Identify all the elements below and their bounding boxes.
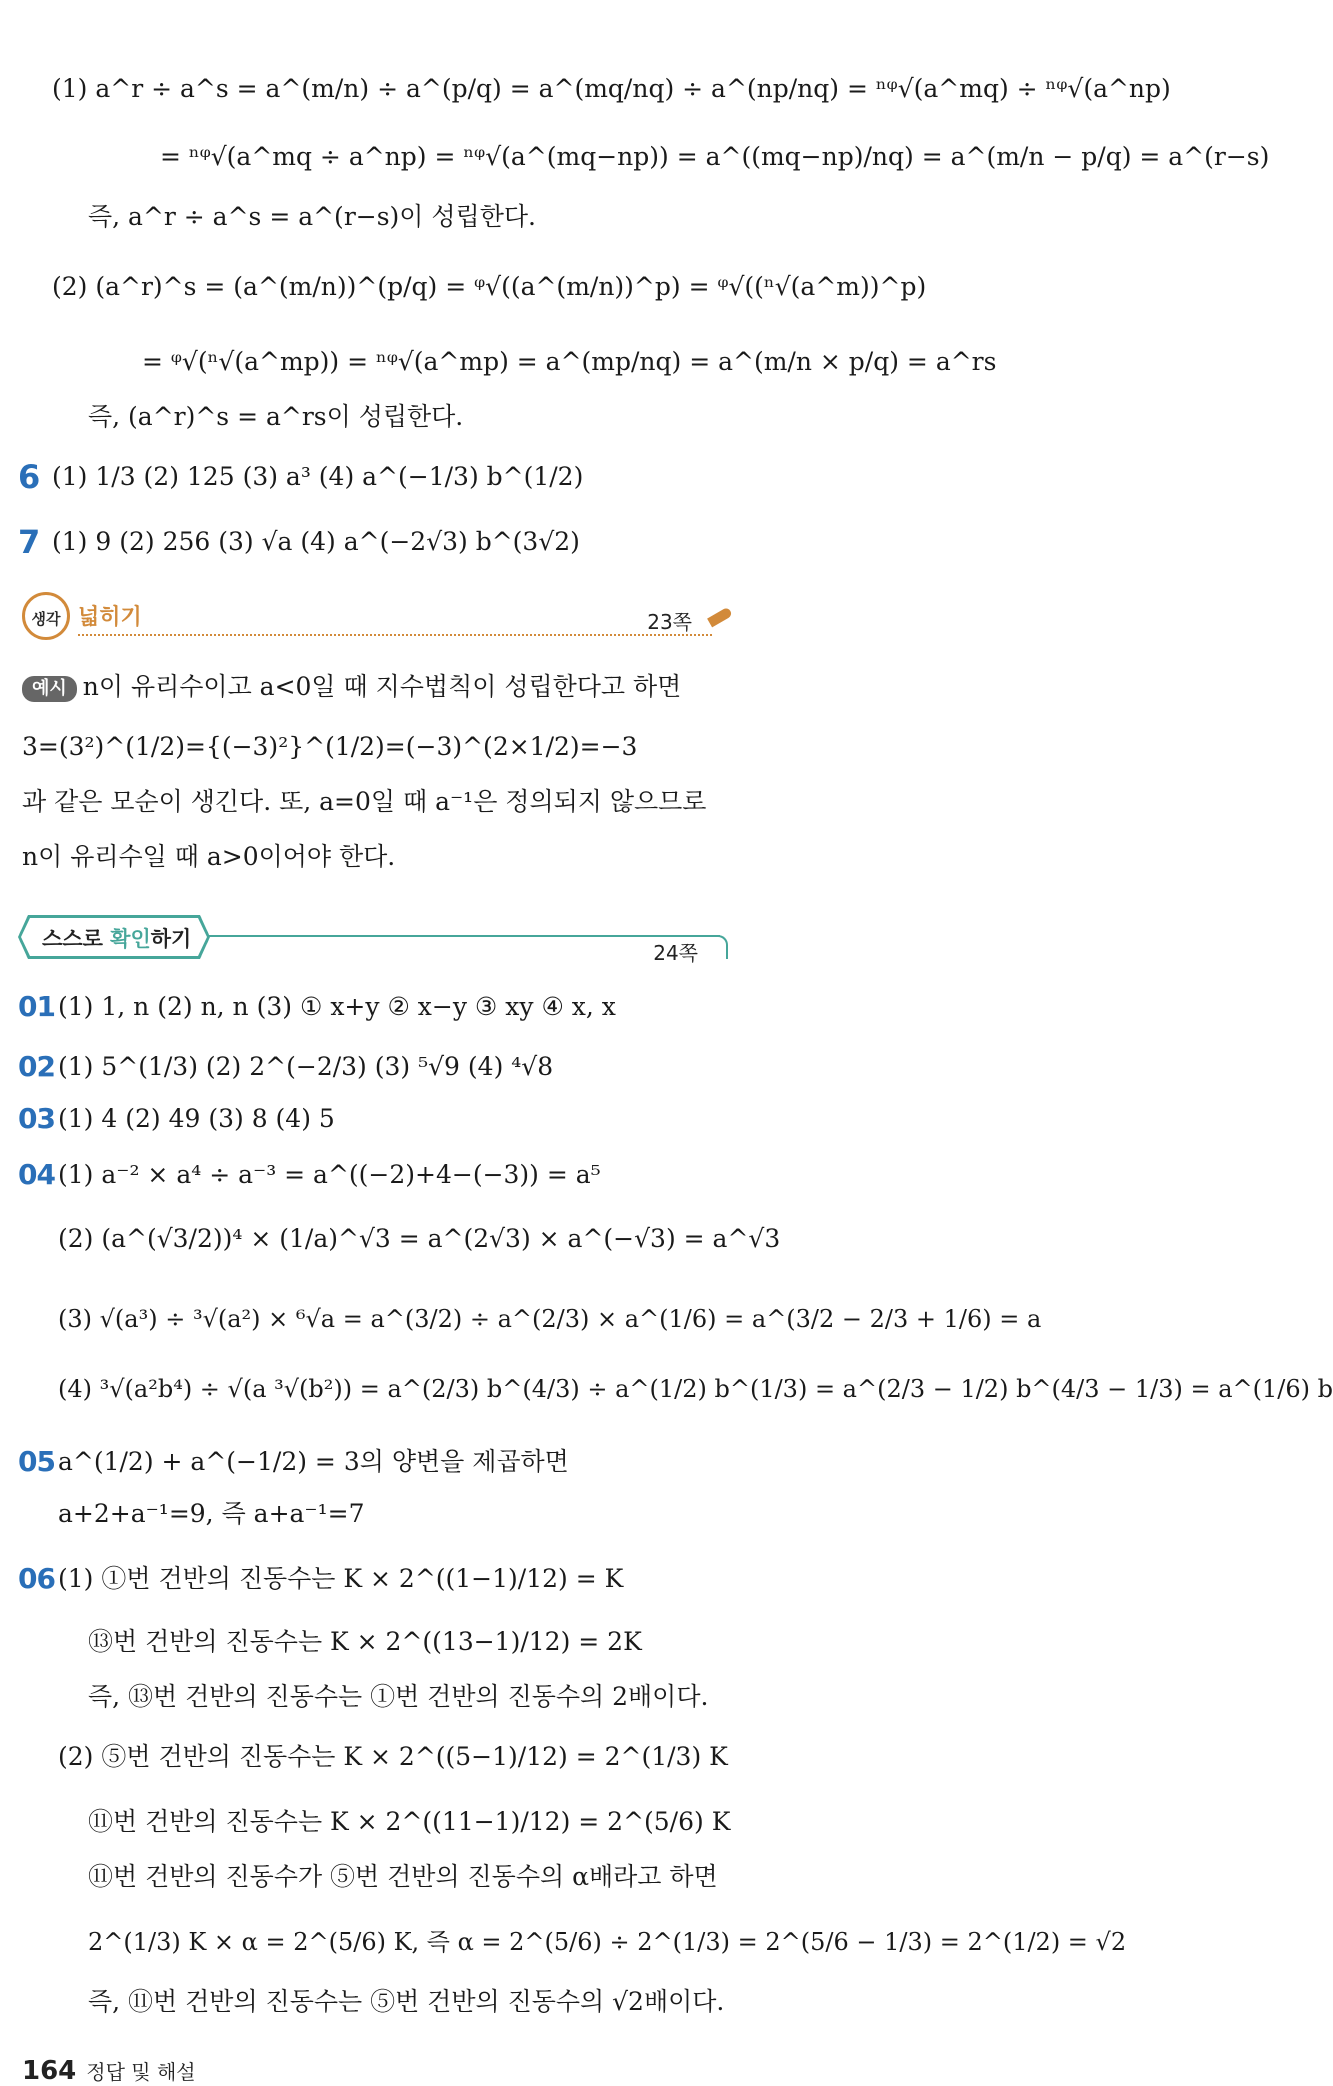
proof-line-6: 즉, (a^r)^s = a^rs이 성립한다. xyxy=(88,402,464,431)
dotted-divider xyxy=(78,634,712,636)
answer-06-1: (1) ①번 건반의 진동수는 K × 2^((1−1)/12) = K xyxy=(58,1564,624,1593)
answer-06-5: ⑪번 건반의 진동수는 K × 2^((11−1)/12) = 2^(5/6) K xyxy=(88,1807,731,1836)
question-number-7: 7 xyxy=(18,523,41,561)
question-number-04: 04 xyxy=(18,1158,55,1191)
question-number-02: 02 xyxy=(18,1050,55,1083)
example-line-3: 과 같은 모순이 생긴다. 또, a=0일 때 a⁻¹은 정의되지 않으므로 xyxy=(22,787,707,816)
title-highlight: 확인 xyxy=(110,927,151,951)
think-title: 넓히기 xyxy=(78,605,142,630)
answer-06-8: 즉, ⑪번 건반의 진동수는 ⑤번 건반의 진동수의 √2배이다. xyxy=(88,1987,725,2016)
page-number: 164 xyxy=(22,2056,77,2086)
proof-line-4 xyxy=(52,270,926,304)
question-number-05: 05 xyxy=(18,1445,55,1478)
example-line-2: 3=(3²)^(1/2)={(−3)²}^(1/2)=(−3)^(2×1/2)=−3 xyxy=(22,732,638,761)
proof-line-1 xyxy=(52,72,1171,106)
answer-06-4: (2) ⑤번 건반의 진동수는 K × 2^((5−1)/12) = 2^(1/3) K xyxy=(58,1742,728,1771)
answer-06-7: 2^(1/3) K × α = 2^(5/6) K, 즉 α = 2^(5/6) ÷ 2^(1/3) = 2^(5/6 − 1/3) = 2^(1/2) = √2 xyxy=(88,1928,1127,1956)
example-line-1 xyxy=(22,670,681,704)
page-footer xyxy=(22,2056,196,2086)
check-section-header xyxy=(18,915,728,963)
item-label: (1) xyxy=(52,74,88,103)
answer-04-4: (4) ³√(a²b⁴) ÷ √(a ³√(b²)) = a^(2/3) b^(4/3) ÷ a^(1/2) b^(1/3) = a^(2/3 − 1/2) b^(4/3 − 1/3) = a^(1/6) b xyxy=(58,1375,1333,1403)
question-number-01: 01 xyxy=(18,990,55,1023)
answer-01: (1) 1, n (2) n, n (3) ① x+y ② x−y ③ xy ④ x, x xyxy=(58,992,616,1021)
title-part: 하기 xyxy=(150,927,192,951)
think-page-ref: 23쪽 xyxy=(647,610,692,634)
answer-06-3: 즉, ⑬번 건반의 진동수는 ①번 건반의 진동수의 2배이다. xyxy=(88,1682,709,1711)
pencil-icon xyxy=(707,607,733,628)
check-title xyxy=(42,923,191,953)
answer-04-3: (3) √(a³) ÷ ³√(a²) × ⁶√a = a^(3/2) ÷ a^(2/3) × a^(1/6) = a^(3/2 − 2/3 + 1/6) = a xyxy=(58,1305,1042,1333)
think-badge: 생각 xyxy=(22,592,70,640)
formula: (a^r)^s = (a^(m/n))^(p/q) = ᵠ√((a^(m/n))^p) = ᵠ√((ⁿ√(a^m))^p) xyxy=(95,272,927,301)
footer-section: 정답 및 해설 xyxy=(86,2060,196,2084)
answer-05-2: a+2+a⁻¹=9, 즉 a+a⁻¹=7 xyxy=(58,1499,365,1528)
answer-04-2: (2) (a^(√3/2))⁴ × (1/a)^√3 = a^(2√3) × a^(−√3) = a^√3 xyxy=(58,1224,781,1253)
proof-line-2: = ⁿᵠ√(a^mq ÷ a^np) = ⁿᵠ√(a^(mq−np)) = a^((mq−np)/nq) = a^(m/n − p/q) = a^(r−s) xyxy=(160,142,1270,171)
answer-04-1: (1) a⁻² × a⁴ ÷ a⁻³ = a^((−2)+4−(−3)) = a⁵ xyxy=(58,1160,601,1189)
item-label: (2) xyxy=(52,272,88,301)
example-text: n이 유리수이고 a<0일 때 지수법칙이 성립한다고 하면 xyxy=(82,672,682,701)
title-part: 스스로 xyxy=(42,927,111,951)
check-page-ref: 24쪽 xyxy=(653,941,698,965)
formula: a^r ÷ a^s = a^(m/n) ÷ a^(p/q) = a^(mq/nq) ÷ a^(np/nq) = ⁿᵠ√(a^mq) ÷ ⁿᵠ√(a^np) xyxy=(95,74,1171,103)
proof-line-3: 즉, a^r ÷ a^s = a^(r−s)이 성립한다. xyxy=(88,202,536,231)
example-tag: 예시 xyxy=(22,676,77,702)
proof-line-5: = ᵠ√(ⁿ√(a^mp)) = ⁿᵠ√(a^mp) = a^(mp/nq) = a^(m/n × p/q) = a^rs xyxy=(142,347,997,376)
answer-03: (1) 4 (2) 49 (3) 8 (4) 5 xyxy=(58,1104,335,1133)
header-rule-end xyxy=(716,935,728,959)
answer-06-6: ⑪번 건반의 진동수가 ⑤번 건반의 진동수의 α배라고 하면 xyxy=(88,1862,718,1891)
question-number-06: 06 xyxy=(18,1562,55,1595)
think-section-header xyxy=(22,592,732,644)
example-line-4: n이 유리수일 때 a>0이어야 한다. xyxy=(22,842,396,871)
answer-6: (1) 1/3 (2) 125 (3) a³ (4) a^(−1/3) b^(1/2) xyxy=(52,462,584,491)
question-number-6: 6 xyxy=(18,458,41,496)
answer-05-1: a^(1/2) + a^(−1/2) = 3의 양변을 제곱하면 xyxy=(58,1447,569,1476)
answer-02: (1) 5^(1/3) (2) 2^(−2/3) (3) ⁵√9 (4) ⁴√8 xyxy=(58,1052,554,1081)
answer-7: (1) 9 (2) 256 (3) √a (4) a^(−2√3) b^(3√2) xyxy=(52,527,580,556)
question-number-03: 03 xyxy=(18,1102,55,1135)
answer-06-2: ⑬번 건반의 진동수는 K × 2^((13−1)/12) = 2K xyxy=(88,1627,642,1656)
header-rule xyxy=(208,935,720,937)
